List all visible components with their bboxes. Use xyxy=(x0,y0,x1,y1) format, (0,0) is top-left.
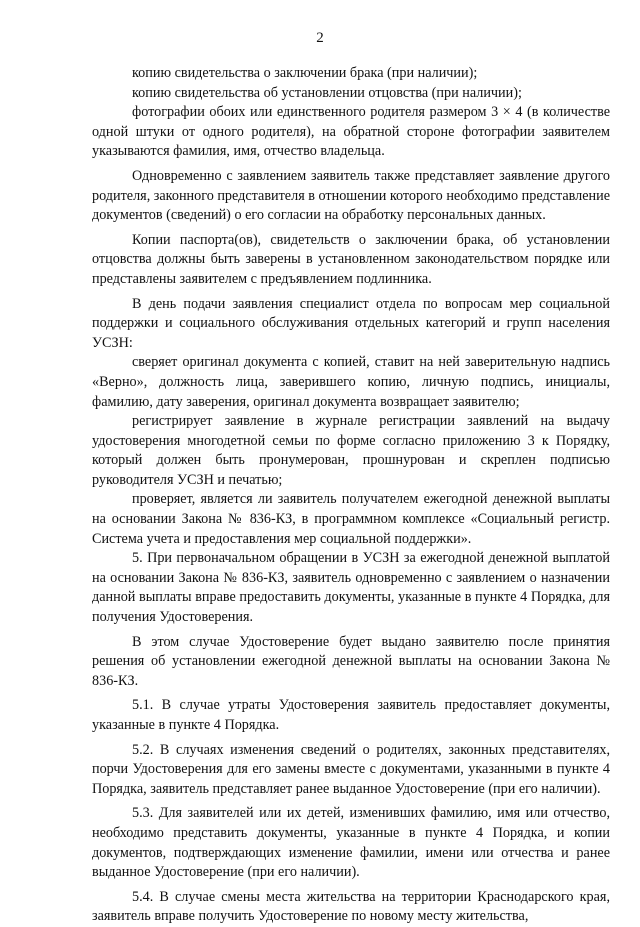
page-number: 2 xyxy=(316,30,324,46)
document-body xyxy=(92,64,610,927)
paragraph: 5.3. Для заявителей или их детей, изменивших фамилию, имя или отчество, необходимо представить документы, указанные в пункте 4 Порядка, и копии документов, подтверждающих изменение фамилии, имени или отчества и ранее выданное Удостоверение (при его наличии). xyxy=(92,805,610,881)
paragraph: копию свидетельства об установлении отцовства (при наличии); xyxy=(132,84,522,101)
paragraph: проверяет, является ли заявитель получателем ежегодной денежной выплаты на основании Закона № 836-КЗ, в программном комплексе «Социальный регистр. Система учета и предоставления мер социальной поддержки». xyxy=(92,491,610,547)
paragraph: 5.4. В случае смены места жительства на территории Краснодарского края, заявитель вправе получить Удостоверение по новому месту жительства, xyxy=(92,888,610,925)
paragraph: Копии паспорта(ов), свидетельств о заключении брака, об установлении отцовства должны быть заверены в установленном законодательством порядке или представлены заявителем с предъявлением подлинника. xyxy=(92,231,610,287)
paragraph: 5.1. В случае утраты Удостоверения заявитель предоставляет документы, указанные в пункте 4 Порядка. xyxy=(92,697,610,733)
paragraph: 5. При первоначальном обращении в УСЗН за ежегодной денежной выплатой на основании Закона № 836-КЗ, заявитель одновременно с заявлением о назначении данной выплаты вправе предоставить документы, указанные в пункте 4 Порядка, для получения Удостоверения. xyxy=(92,550,610,626)
paragraph: 5.2. В случаях изменения сведений о родителях, законных представителях, порчи Удостоверения для его замены вместе с документами, указанными в пункте 4 Порядка, заявитель представляет ранее выданное Удостоверение (при его наличии). xyxy=(92,741,610,797)
paragraph: Одновременно с заявлением заявитель также представляет заявление другого родителя, законного представителя в отношении которого необходимо представление документов (сведений) о его согласии на обработку персональных данных. xyxy=(92,167,611,224)
paragraph: сверяет оригинал документа с копией, ставит на ней заверительную надпись «Верно», должность лица, заверившего копию, личную подпись, инициалы, фамилию, дату заверения, оригинал документа возвращает заявителю; xyxy=(92,354,610,410)
paragraph: регистрирует заявление в журнале регистрации заявлений на выдачу удостоверения многодетной семьи по форме согласно приложению 3 к Порядку, который должен быть пронумерован, прошнурован и скреплен подписью руководителя УСЗН и печатью; xyxy=(92,413,610,488)
paragraph: фотографии обоих или единственного родителя размером 3 × 4 (в количестве одной штуки от одного родителя), на обратной стороне фотографии заявителем указываются фамилия, имя, отчество владельца. xyxy=(92,104,610,160)
paragraph: копию свидетельства о заключении брака (при наличии); xyxy=(132,65,478,81)
paragraph: В день подачи заявления специалист отдела по вопросам мер социальной поддержки и социального обслуживания отдельных категорий и групп населения УСЗН: xyxy=(92,295,610,351)
paragraph: В этом случае Удостоверение будет выдано заявителю после принятия решения об установлении ежегодной денежной выплаты на основании Закона № 836-КЗ. xyxy=(92,633,610,689)
